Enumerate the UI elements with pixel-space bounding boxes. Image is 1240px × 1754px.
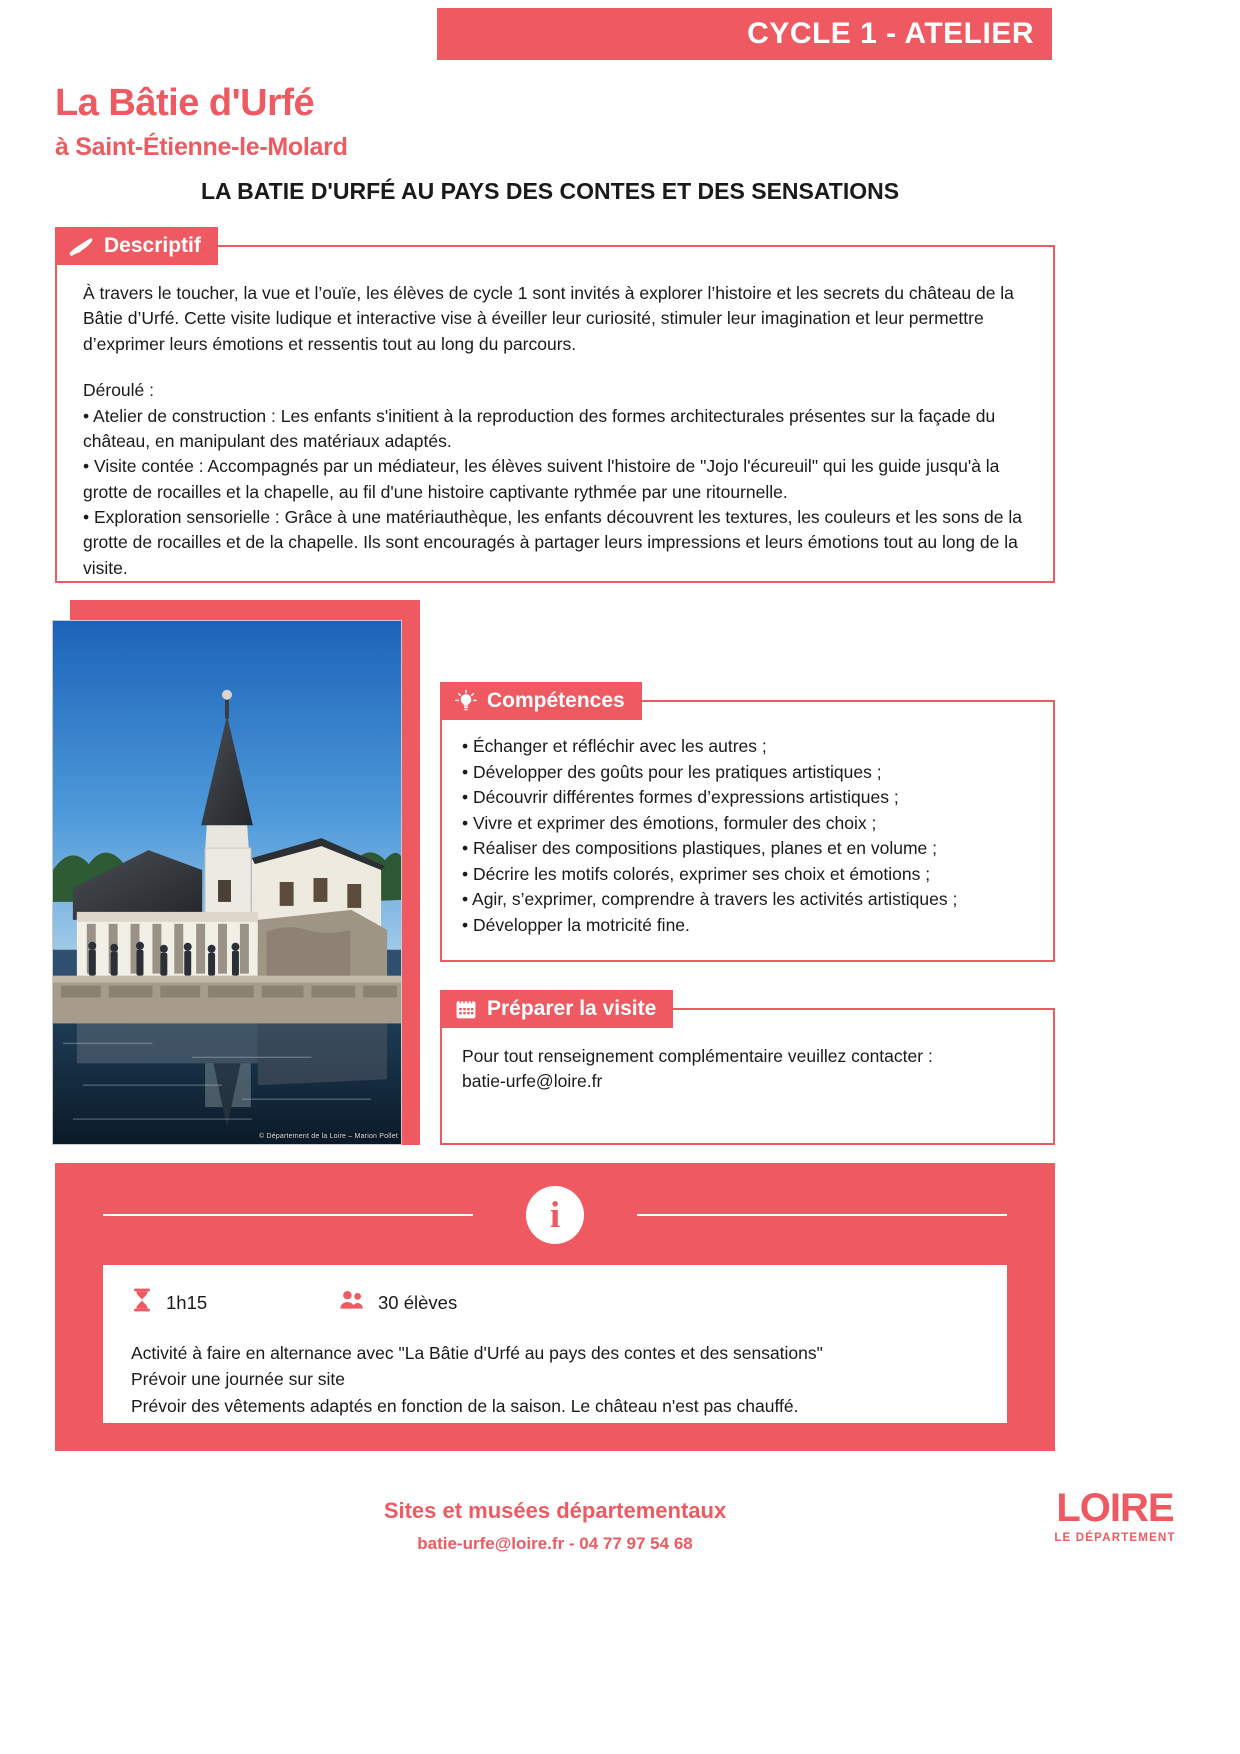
lightbulb-icon xyxy=(454,689,478,713)
page-title: La Bâtie d'Urfé xyxy=(55,82,315,124)
competences-body xyxy=(442,702,1053,958)
deroule-label: Déroulé : xyxy=(83,380,155,401)
descriptif-intro: À travers le toucher, la vue et l’ouïe, les élèves de cycle 1 sont invités à explorer l’histoire et les secrets du château de la Bâtie d’Urfé. Cette visite ludique et interactive vise à éveiller leur curiosité, stimuler leur imagination et leur permettre d’exprimer leurs émotions et ressentis tout au long du parcours. xyxy=(83,283,1014,354)
cycle-banner xyxy=(437,8,1052,60)
practical-info-block xyxy=(55,1163,1055,1451)
people-icon xyxy=(339,1289,365,1316)
logo-tagline: LE DÉPARTEMENT xyxy=(1054,1532,1176,1544)
cycle-banner-label: CYCLE 1 - ATELIER xyxy=(747,17,1034,50)
competences-panel xyxy=(440,689,1055,962)
competences-tab xyxy=(440,682,642,720)
group-size-pill xyxy=(339,1289,457,1316)
quill-pen-icon xyxy=(69,236,95,256)
list-item: • Vivre et exprimer des émotions, formuler des choix ; xyxy=(462,812,877,833)
descriptif-panel xyxy=(55,234,1055,583)
descriptif-tab-label: Descriptif xyxy=(104,234,201,257)
photo-credit: © Département de la Loire – Marion Pollet xyxy=(258,1133,398,1140)
practical-note: Prévoir une journée sur site xyxy=(131,1369,345,1390)
descriptif-body xyxy=(57,247,1053,601)
list-item: • Échanger et réfléchir avec les autres ; xyxy=(462,736,767,756)
deroule-item: • Exploration sensorielle : Grâce à une matériauthèque, les enfants découvrent les textures, les couleurs et les sons de la grotte de rocailles et de la chapelle. Ils sont encouragés à partager leurs impressions et leurs émotions tout au long de la visite. xyxy=(83,507,1023,578)
activity-title: LA BATIE D'URFÉ AU PAYS DES CONTES ET DES SENSATIONS xyxy=(200,178,900,204)
preparer-visite-panel xyxy=(440,997,1055,1145)
deroule-item: • Visite contée : Accompagnés par un médiateur, les élèves suivent l'histoire de "Jojo l'écureuil" qui les guide jusqu'à la grotte de rocailles et la chapelle, au fil d'une histoire captivante rythmée par une ritournelle. xyxy=(83,456,1000,502)
list-item: • Agir, s’exprimer, comprendre à travers les activités artistiques ; xyxy=(462,889,958,910)
practical-note: Activité à faire en alternance avec "La Bâtie d'Urfé au pays des contes et des sensations" xyxy=(131,1343,823,1363)
list-item: • Développer la motricité fine. xyxy=(462,914,690,935)
list-item: • Découvrir différentes formes d’expressions artistiques ; xyxy=(462,787,899,808)
contact-instruction: Pour tout renseignement complémentaire veuillez contacter : xyxy=(462,1046,933,1066)
preparer-visite-tab-label: Préparer la visite xyxy=(487,997,657,1020)
info-divider-right xyxy=(637,1214,1007,1216)
list-item: • Développer des goûts pour les pratiques artistiques ; xyxy=(462,761,882,782)
info-circle-icon xyxy=(526,1186,584,1244)
duration-value: 1h15 xyxy=(166,1291,208,1313)
practical-note: Prévoir des vêtements adaptés en fonction de la saison. Le château n'est pas chauffé. xyxy=(131,1395,799,1416)
calendar-icon xyxy=(454,997,478,1021)
info-badge-glyph: i xyxy=(549,1194,561,1236)
info-metrics-row xyxy=(131,1287,979,1318)
list-item: • Réaliser des compositions plastiques, planes et en volume ; xyxy=(462,838,937,859)
page-subtitle: à Saint-Étienne-le-Molard xyxy=(55,133,348,161)
hourglass-icon xyxy=(131,1287,153,1318)
deroule-item: • Atelier de construction : Les enfants s'initient à la reproduction des formes architecturales présentes sur la façade du château, en manipulant des matériaux adaptés. xyxy=(83,405,996,451)
group-size-value: 30 élèves xyxy=(378,1291,458,1313)
footer-title: Sites et musées départementaux xyxy=(383,1498,727,1523)
list-item: • Décrire les motifs colorés, exprimer ses choix et émotions ; xyxy=(462,863,931,884)
loire-logo xyxy=(1045,1488,1185,1544)
preparer-visite-tab xyxy=(440,990,673,1028)
duration-pill xyxy=(131,1287,339,1318)
logo-wordmark: LOIRE xyxy=(1056,1486,1174,1530)
descriptif-tab xyxy=(55,227,218,265)
photo-accent-block xyxy=(70,600,420,1145)
info-divider-left xyxy=(103,1214,473,1216)
practical-info-card xyxy=(103,1265,1007,1423)
descriptif-spacer xyxy=(83,357,1027,378)
castle-photo-illustration xyxy=(53,621,401,1144)
competences-tab-label: Compétences xyxy=(487,689,625,712)
castle-photo xyxy=(52,620,402,1145)
footer-contact[interactable]: batie-urfe@loire.fr - 04 77 97 54 68 xyxy=(417,1534,693,1553)
contact-email[interactable]: batie-urfe@loire.fr xyxy=(462,1071,603,1092)
